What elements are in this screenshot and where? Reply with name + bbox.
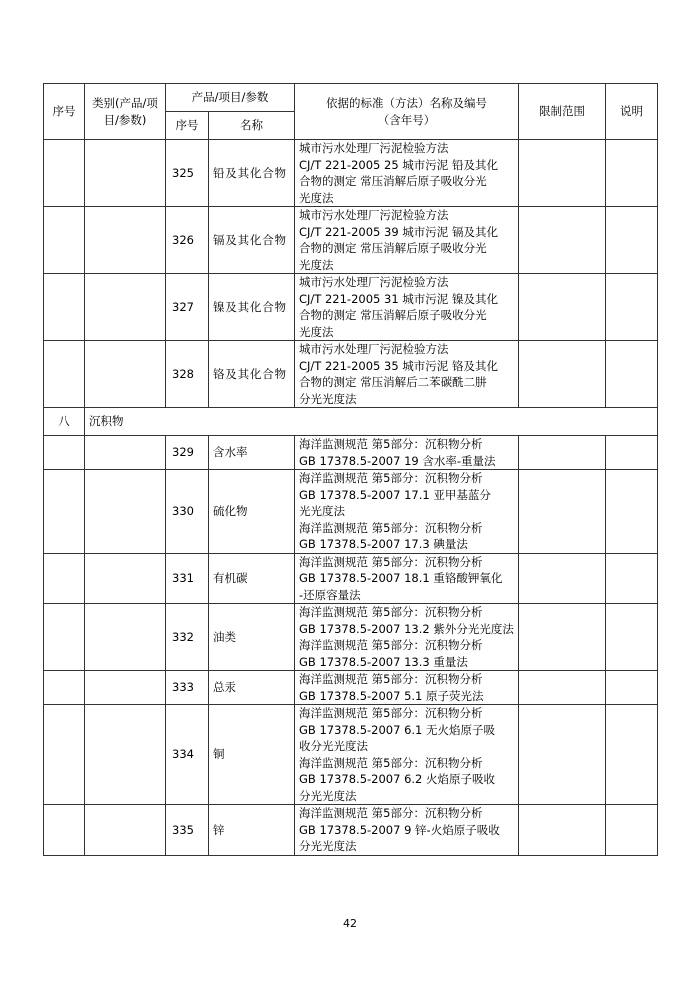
header-category: 类别(产品/项目/参数) <box>85 84 166 140</box>
row-category <box>85 140 166 207</box>
standard-line: CJ/T 221-2005 35 城市污泥 铬及其化 <box>299 358 498 373</box>
row-category <box>85 604 166 671</box>
row-standard <box>295 207 519 274</box>
standard-line: CJ/T 221-2005 25 城市污泥 铅及其化 <box>299 157 498 172</box>
row-remark <box>606 470 658 554</box>
row-seq <box>44 436 85 470</box>
standard-line: 分光光度法 <box>299 788 357 803</box>
table-row <box>44 436 658 470</box>
standard-line: 合物的测定 常压消解后原子吸收分光 <box>299 308 487 322</box>
standard-line: 海洋监测规范 第5部分：沉积物分析 <box>299 755 483 770</box>
standard-line: 城市污水处理厂污泥检验方法 <box>299 141 449 155</box>
row-item-name: 油类 <box>209 604 295 671</box>
section-name: 沉积物 <box>85 408 658 436</box>
row-remark <box>606 805 658 856</box>
row-standard <box>295 671 519 705</box>
row-remark <box>606 604 658 671</box>
standard-line: 收分光光度法 <box>299 739 368 753</box>
row-item-number: 329 <box>166 436 209 470</box>
standard-line: 海洋监测规范 第5部分：沉积物分析 <box>299 554 483 569</box>
row-item-number: 332 <box>166 604 209 671</box>
row-remark <box>606 705 658 805</box>
row-remark <box>606 671 658 705</box>
row-category <box>85 470 166 554</box>
table-row <box>44 341 658 408</box>
standard-line: CJ/T 221-2005 31 城市污泥 镍及其化 <box>299 291 498 306</box>
row-remark <box>606 207 658 274</box>
row-seq <box>44 470 85 554</box>
row-item-name: 铅及其化合物 <box>209 140 295 207</box>
section-row <box>44 408 658 436</box>
row-item-name: 锌 <box>209 805 295 856</box>
row-category <box>85 341 166 408</box>
row-seq <box>44 805 85 856</box>
standard-line: GB 17378.5-2007 17.3 碘量法 <box>299 537 468 551</box>
table-row <box>44 705 658 805</box>
standard-line: GB 17378.5-2007 6.1 无火焰原子吸 <box>299 722 496 737</box>
row-category <box>85 207 166 274</box>
row-category <box>85 805 166 856</box>
standard-line: 合物的测定 常压消解后原子吸收分光 <box>299 174 487 188</box>
row-standard <box>295 705 519 805</box>
standard-line: CJ/T 221-2005 39 城市污泥 镉及其化 <box>299 224 498 239</box>
row-item-number: 335 <box>166 805 209 856</box>
standard-line: 海洋监测规范 第5部分：沉积物分析 <box>299 605 483 619</box>
standard-line: 城市污水处理厂污泥检验方法 <box>299 342 449 356</box>
standard-line: GB 17378.5-2007 13.3 重量法 <box>299 654 468 669</box>
row-category <box>85 274 166 341</box>
standard-line: 光度法 <box>299 257 334 272</box>
table-row <box>44 604 658 671</box>
row-limit <box>519 436 606 470</box>
row-standard <box>295 436 519 470</box>
row-standard <box>295 274 519 341</box>
standard-line: 海洋监测规范 第5部分：沉积物分析 <box>299 471 483 485</box>
row-seq <box>44 671 85 705</box>
row-item-name: 有机碳 <box>209 553 295 604</box>
table-row <box>44 805 658 856</box>
row-standard <box>295 470 519 554</box>
row-seq <box>44 553 85 604</box>
header-seq: 序号 <box>44 84 85 140</box>
row-item-name: 总汞 <box>209 671 295 705</box>
row-category <box>85 553 166 604</box>
standard-line: GB 17378.5-2007 9 锌-火焰原子吸收 <box>299 822 500 837</box>
standard-line: GB 17378.5-2007 17.1 亚甲基蓝分 <box>299 487 491 502</box>
row-standard <box>295 553 519 604</box>
row-seq <box>44 274 85 341</box>
standard-line: GB 17378.5-2007 5.1 原子荧光法 <box>299 688 484 703</box>
row-item-number: 333 <box>166 671 209 705</box>
page-number: 42 <box>343 917 357 930</box>
row-limit <box>519 140 606 207</box>
row-limit <box>519 341 606 408</box>
standard-line: 城市污水处理厂污泥检验方法 <box>299 275 449 289</box>
row-item-number: 326 <box>166 207 209 274</box>
header-product-group: 产品/项目/参数 <box>166 84 295 112</box>
table-row <box>44 207 658 274</box>
standard-line: GB 17378.5-2007 13.2 紫外分光光度法 <box>299 621 514 636</box>
table-row <box>44 274 658 341</box>
standard-line: 海洋监测规范 第5部分：沉积物分析 <box>299 638 483 652</box>
standard-line: 海洋监测规范 第5部分：沉积物分析 <box>299 437 483 451</box>
row-seq <box>44 341 85 408</box>
standard-line: 城市污水处理厂污泥检验方法 <box>299 208 449 222</box>
row-item-number: 325 <box>166 140 209 207</box>
standard-line: 海洋监测规范 第5部分：沉积物分析 <box>299 672 483 686</box>
row-limit <box>519 805 606 856</box>
standard-line: 光度法 <box>299 190 334 205</box>
standard-line: 合物的测定 常压消解后二苯碳酰二肼 <box>299 375 487 389</box>
row-category <box>85 705 166 805</box>
row-item-name: 铬及其化合物 <box>209 341 295 408</box>
row-item-name: 镉及其化合物 <box>209 207 295 274</box>
row-item-number: 330 <box>166 470 209 554</box>
row-remark <box>606 436 658 470</box>
row-standard <box>295 604 519 671</box>
row-limit <box>519 705 606 805</box>
row-seq <box>44 140 85 207</box>
row-seq <box>44 604 85 671</box>
standard-line: 海洋监测规范 第5部分：沉积物分析 <box>299 806 483 820</box>
row-category <box>85 436 166 470</box>
row-limit <box>519 207 606 274</box>
row-remark <box>606 140 658 207</box>
row-item-name: 硫化物 <box>209 470 295 554</box>
row-item-name: 含水率 <box>209 436 295 470</box>
row-item-name: 镍及其化合物 <box>209 274 295 341</box>
standard-line: GB 17378.5-2007 6.2 火焰原子吸收 <box>299 772 496 786</box>
standard-line: GB 17378.5-2007 18.1 重铬酸钾氧化 <box>299 571 503 585</box>
standard-line: GB 17378.5-2007 19 含水率-重量法 <box>299 453 496 468</box>
header-limit: 限制范围 <box>519 84 606 140</box>
row-remark <box>606 274 658 341</box>
row-category <box>85 671 166 705</box>
row-item-number: 328 <box>166 341 209 408</box>
table-row <box>44 140 658 207</box>
standard-line: -还原容量法 <box>299 587 361 602</box>
row-limit <box>519 604 606 671</box>
row-limit <box>519 274 606 341</box>
header-sub-seq: 序号 <box>166 112 209 140</box>
standard-line: 光度法 <box>299 324 334 339</box>
row-standard <box>295 341 519 408</box>
row-item-number: 327 <box>166 274 209 341</box>
row-seq <box>44 705 85 805</box>
standard-line: 分光光度法 <box>299 391 357 406</box>
standard-line: 光光度法 <box>299 504 345 518</box>
table-row <box>44 671 658 705</box>
row-limit <box>519 671 606 705</box>
row-standard <box>295 140 519 207</box>
header-remark: 说明 <box>606 84 658 140</box>
row-item-name: 铜 <box>209 705 295 805</box>
table-row <box>44 470 658 554</box>
row-standard <box>295 805 519 856</box>
row-limit <box>519 470 606 554</box>
table-row <box>44 553 658 604</box>
row-remark <box>606 341 658 408</box>
standard-line: 合物的测定 常压消解后原子吸收分光 <box>299 241 487 255</box>
row-item-number: 334 <box>166 705 209 805</box>
header-sub-name: 名称 <box>209 112 295 140</box>
standard-line: 海洋监测规范 第5部分：沉积物分析 <box>299 706 483 720</box>
section-number: 八 <box>44 408 85 436</box>
row-item-number: 331 <box>166 553 209 604</box>
row-seq <box>44 207 85 274</box>
standards-table <box>43 83 658 856</box>
row-limit <box>519 553 606 604</box>
header-standard: 依据的标准（方法）名称及编号（含年号） <box>295 84 519 140</box>
row-remark <box>606 553 658 604</box>
standard-line: 海洋监测规范 第5部分：沉积物分析 <box>299 520 483 535</box>
standard-line: 分光光度法 <box>299 839 357 853</box>
